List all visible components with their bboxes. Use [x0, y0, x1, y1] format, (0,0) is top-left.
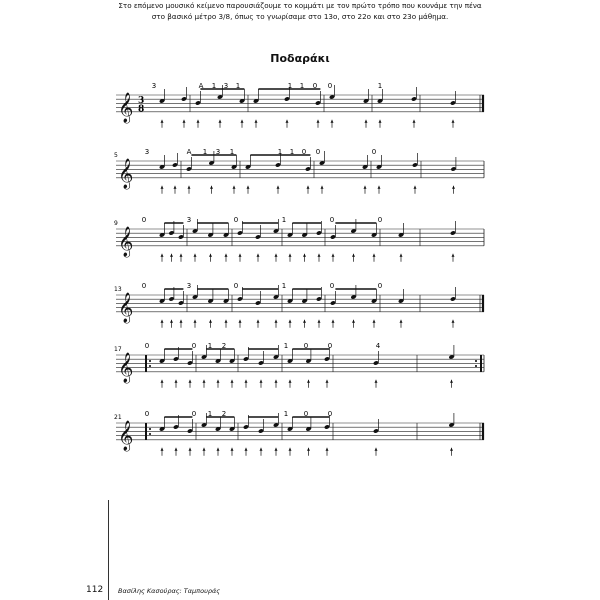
pick-arrow	[217, 380, 220, 383]
fingering-number: 1	[283, 342, 289, 350]
fingering-number: 0	[141, 216, 147, 224]
pick-arrow	[194, 254, 197, 257]
pick-arrow	[175, 380, 178, 383]
pick-arrow	[239, 254, 242, 257]
pick-arrow	[277, 186, 280, 189]
treble-clef: 𝄞	[118, 92, 134, 123]
treble-clef: 𝄞	[118, 352, 134, 383]
fingering-number: 0	[312, 82, 318, 90]
fingering-number: 3	[186, 282, 192, 290]
pick-arrow	[275, 380, 278, 383]
fingering-number: 1	[207, 410, 213, 418]
pick-arrow	[352, 320, 355, 323]
pick-arrow	[209, 254, 212, 257]
pick-arrow	[183, 120, 186, 123]
fingering-number: 3	[144, 148, 150, 156]
fingering-number: 1	[287, 82, 293, 90]
fingering-number: 2	[221, 342, 227, 350]
pick-arrow	[255, 120, 258, 123]
footer-divider	[108, 500, 109, 600]
pick-arrow	[452, 320, 455, 323]
treble-clef: 𝄞	[118, 226, 134, 257]
fingering-number: 1	[229, 148, 235, 156]
fingering-number: 1	[235, 82, 241, 90]
fingering-number: 1	[281, 216, 287, 224]
fingering-number: A	[186, 148, 192, 156]
time-signature-bottom: 8	[138, 104, 145, 115]
measure-number: 13	[114, 286, 122, 293]
pick-arrow	[317, 120, 320, 123]
fingering-number: 3	[223, 82, 229, 90]
pick-arrow	[286, 120, 289, 123]
fingering-number: 3	[186, 216, 192, 224]
fingering-number: 1	[281, 282, 287, 290]
pick-arrow	[217, 448, 220, 451]
fingering-number: 0	[233, 282, 239, 290]
pick-arrow	[332, 320, 335, 323]
pick-arrow	[452, 186, 455, 189]
treble-clef: 𝄞	[118, 158, 134, 189]
fingering-number: 0	[303, 342, 309, 350]
fingering-number: 0	[327, 410, 333, 418]
pick-arrow	[452, 254, 455, 257]
pick-arrow	[161, 320, 164, 323]
repeat-dot	[149, 428, 151, 430]
pick-arrow	[318, 254, 321, 257]
pick-arrow	[170, 320, 173, 323]
pick-arrow	[245, 380, 248, 383]
pick-arrow	[326, 380, 329, 383]
pick-arrow	[180, 320, 183, 323]
pick-arrow	[231, 448, 234, 451]
fingering-number: 0	[233, 216, 239, 224]
pick-arrow	[289, 448, 292, 451]
pick-arrow	[161, 120, 164, 123]
page-number: 112	[86, 585, 104, 595]
fingering-number: 0	[191, 410, 197, 418]
pick-arrow	[170, 254, 173, 257]
pick-arrow	[197, 120, 200, 123]
pick-arrow	[289, 380, 292, 383]
pick-arrow	[373, 254, 376, 257]
pick-arrow	[307, 380, 310, 383]
pick-arrow	[203, 448, 206, 451]
fingering-number: 0	[377, 282, 383, 290]
fingering-number: 1	[299, 82, 305, 90]
pick-arrow	[275, 320, 278, 323]
pick-arrow	[247, 186, 250, 189]
treble-clef: 𝄞	[118, 292, 134, 323]
pick-arrow	[373, 320, 376, 323]
measure-number: 17	[114, 346, 122, 353]
repeat-dot	[475, 365, 477, 367]
pick-arrow	[210, 186, 213, 189]
fingering-number: 0	[144, 410, 150, 418]
fingering-number: 1	[377, 82, 383, 90]
time-signature-top: 3	[138, 96, 145, 106]
pick-arrow	[257, 254, 260, 257]
measure-number: 21	[114, 414, 122, 421]
pick-arrow	[257, 320, 260, 323]
fingering-number: 0	[141, 282, 147, 290]
fingering-number: 0	[144, 342, 150, 350]
fingering-number: 2	[221, 410, 227, 418]
measure-number: 9	[114, 220, 118, 227]
fingering-number: 1	[289, 148, 295, 156]
fingering-number: 1	[207, 342, 213, 350]
pick-arrow	[331, 120, 334, 123]
running-footer: Βασίλης Κασούρας: Ταμπουράς	[118, 587, 221, 595]
fingering-number: 1	[211, 82, 217, 90]
fingering-number: 4	[375, 342, 381, 350]
pick-arrow	[174, 186, 177, 189]
fingering-number: 0	[301, 148, 307, 156]
pick-arrow	[241, 120, 244, 123]
pick-arrow	[260, 380, 263, 383]
pick-arrow	[318, 320, 321, 323]
fingering-number: 0	[371, 148, 377, 156]
pick-arrow	[375, 380, 378, 383]
pick-arrow	[189, 448, 192, 451]
pick-arrow	[175, 448, 178, 451]
fingering-number: 1	[283, 410, 289, 418]
fingering-number: 0	[303, 410, 309, 418]
pick-arrow	[161, 254, 164, 257]
pick-arrow	[378, 186, 381, 189]
treble-clef: 𝄞	[118, 420, 134, 451]
pick-arrow	[365, 120, 368, 123]
fingering-number: A	[198, 82, 204, 90]
pick-arrow	[400, 320, 403, 323]
pick-arrow	[260, 448, 263, 451]
pick-arrow	[289, 254, 292, 257]
pick-arrow	[194, 320, 197, 323]
pick-arrow	[303, 320, 306, 323]
pick-arrow	[400, 254, 403, 257]
pick-arrow	[275, 448, 278, 451]
pick-arrow	[450, 448, 453, 451]
pick-arrow	[219, 120, 222, 123]
pick-arrow	[307, 448, 310, 451]
fingering-number: 0	[329, 282, 335, 290]
fingering-number: 0	[327, 342, 333, 350]
pick-arrow	[450, 380, 453, 383]
pick-arrow	[326, 448, 329, 451]
pick-arrow	[375, 448, 378, 451]
pick-arrow	[233, 186, 236, 189]
fingering-number: 0	[315, 148, 321, 156]
pick-arrow	[307, 186, 310, 189]
pick-arrow	[188, 186, 191, 189]
pick-arrow	[161, 186, 164, 189]
pick-arrow	[209, 320, 212, 323]
repeat-dot	[149, 360, 151, 362]
fingering-number: 1	[277, 148, 283, 156]
fingering-number: 0	[327, 82, 333, 90]
measure-number: 5	[114, 152, 118, 159]
repeat-dot	[475, 360, 477, 362]
pick-arrow	[225, 320, 228, 323]
repeat-dot	[149, 433, 151, 435]
pick-arrow	[203, 380, 206, 383]
pick-arrow	[275, 254, 278, 257]
fingering-number: 1	[202, 148, 208, 156]
fingering-number: 3	[215, 148, 221, 156]
pick-arrow	[189, 380, 192, 383]
pick-arrow	[352, 254, 355, 257]
pick-arrow	[161, 448, 164, 451]
pick-arrow	[245, 448, 248, 451]
fingering-number: 0	[191, 342, 197, 350]
fingering-number: 3	[151, 82, 157, 90]
pick-arrow	[161, 380, 164, 383]
pick-arrow	[231, 380, 234, 383]
pick-arrow	[414, 186, 417, 189]
song-title: Ποδαράκι	[270, 52, 330, 65]
pick-arrow	[364, 186, 367, 189]
pick-arrow	[452, 120, 455, 123]
pick-arrow	[289, 320, 292, 323]
fingering-number: 0	[329, 216, 335, 224]
pick-arrow	[180, 254, 183, 257]
pick-arrow	[332, 254, 335, 257]
pick-arrow	[225, 254, 228, 257]
intro-paragraph: Στο επόμενο μουσικό κείμενο παρουσιάζουμε το κομμάτι με τον πρώτο τρόπο που κουνάμε την πένα στο βασικό μέτρο 3/8, όπως το γνωρίσαμε στο 13ο, στο 22ο και στο 23ο μάθημα.	[118, 1, 482, 21]
pick-arrow	[321, 186, 324, 189]
pick-arrow	[303, 254, 306, 257]
pick-arrow	[239, 320, 242, 323]
pick-arrow	[413, 120, 416, 123]
fingering-number: 0	[377, 216, 383, 224]
repeat-dot	[149, 365, 151, 367]
pick-arrow	[379, 120, 382, 123]
